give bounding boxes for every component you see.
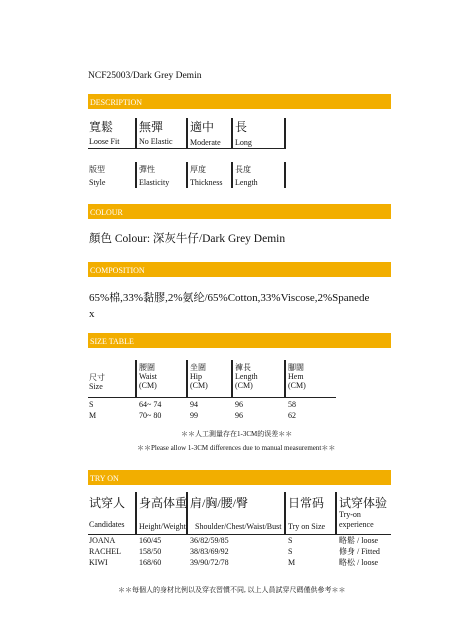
height-weight-header-en: Height/Weight: [139, 522, 186, 531]
size-header-zh: 尺寸: [89, 373, 105, 382]
thickness-label-zh: 厚度: [190, 165, 206, 174]
length-header: [235, 364, 258, 391]
height-weight-cell: 160/45: [139, 536, 162, 545]
composition-line-1: 65%棉,33%黏膠,2%氨纶/65%Cotton,33%Viscose,2%Spanede: [89, 292, 370, 304]
table-row: [89, 401, 93, 410]
size-header-en: Size: [89, 381, 103, 391]
hip-header-zh: 坐圍: [190, 363, 206, 372]
style-label-zh: 版型: [89, 165, 105, 174]
divider: [88, 534, 391, 535]
length-header-en: Length: [235, 371, 258, 381]
divider: [135, 360, 137, 397]
thickness-value-en: Moderate: [190, 138, 221, 147]
length-value-en: Long: [235, 138, 252, 147]
measurement-note-en: ＊＊Please allow 1-3CM differences due to manual measurement＊＊: [137, 444, 336, 452]
hem-header-zh: 腳闊: [288, 363, 304, 372]
product-code: NCF25003/Dark Grey Demin: [88, 71, 202, 81]
section-bar-size-table: [88, 333, 391, 348]
divider: [284, 118, 286, 149]
waist-cell: 64~ 74: [139, 400, 162, 409]
divider: [231, 162, 233, 188]
divider: [231, 118, 233, 149]
thickness-value-zh: 適中: [190, 120, 215, 134]
measurements-cell: 38/83/69/92: [190, 547, 229, 556]
experience-cell: 略松 / loose: [339, 558, 379, 567]
section-title-colour: COLOUR: [90, 208, 123, 217]
section-bar-composition: [88, 262, 391, 277]
waist-header-zh: 腰圍: [139, 363, 155, 372]
colour-text: 顏色 Colour: 深灰牛仔/Dark Grey Demin: [89, 233, 286, 245]
try-size-header-zh: 日常码: [288, 496, 325, 510]
divider: [135, 162, 137, 188]
waist-header-unit: (CM): [139, 380, 157, 390]
hip-header-unit: (CM): [190, 380, 208, 390]
composition-line-2: x: [89, 308, 95, 320]
size-header: [89, 374, 105, 392]
experience-cell: 略鬆 / loose: [339, 536, 379, 545]
divider: [186, 118, 188, 149]
measurements-cell: 39/90/72/78: [190, 558, 229, 567]
hip-header: [190, 364, 208, 391]
size-cell: M: [89, 411, 97, 420]
style-label-en: Style: [89, 178, 106, 187]
try-size-cell: M: [288, 558, 296, 567]
section-bar-colour: [88, 204, 391, 219]
thickness-label-en: Thickness: [190, 178, 223, 187]
length-label-zh: 長度: [235, 165, 251, 174]
hip-cell: 99: [190, 411, 198, 420]
length-cell: 96: [235, 400, 243, 409]
hem-header-en: Hem: [288, 371, 304, 381]
elasticity-label-zh: 彈性: [139, 165, 155, 174]
measurements-header-en: Shoulder/Chest/Waist/Bust: [195, 522, 282, 531]
elasticity-value-zh: 無彈: [139, 120, 164, 134]
try-size-cell: S: [288, 547, 293, 556]
height-weight-header-zh: 身高体重: [139, 496, 188, 510]
divider: [284, 360, 286, 397]
section-bar-try-on: [88, 470, 391, 485]
fit-value-en: Loose Fit: [89, 137, 120, 146]
size-cell: S: [89, 400, 94, 409]
waist-header: [139, 364, 157, 391]
candidate-cell: JOANA: [89, 536, 116, 545]
hem-header: [288, 364, 306, 391]
experience-header-en-1: Try-on: [339, 510, 361, 519]
fit-value-zh: 寬鬆: [89, 120, 114, 134]
try-size-header-en: Try on Size: [288, 522, 326, 531]
measurements-cell: 36/82/59/85: [190, 536, 229, 545]
section-title-size-table: SIZE TABLE: [90, 337, 134, 346]
section-title-composition: COMPOSITION: [90, 266, 145, 275]
section-title-description: DESCRIPTION: [90, 98, 143, 107]
candidate-cell: RACHEL: [89, 547, 121, 556]
hem-header-unit: (CM): [288, 380, 306, 390]
measurements-header-zh: 肩/胸/腰/臀: [190, 496, 249, 510]
experience-header-zh: 试穿体验: [339, 496, 388, 510]
candidate-cell: KIWI: [89, 558, 108, 567]
candidates-header-en: Candidates: [89, 520, 125, 529]
length-label-en: Length: [235, 178, 258, 187]
waist-cell: 70~ 80: [139, 411, 162, 420]
divider: [135, 492, 137, 534]
experience-cell: 修身 / Fitted: [339, 547, 380, 556]
divider: [186, 360, 188, 397]
waist-header-en: Waist: [139, 371, 158, 381]
elasticity-label-en: Elasticity: [139, 178, 170, 187]
try-on-footnote: ＊＊每個人的身材比例以及穿衣習慣不同, 以上人員試穿尺碼僅供參考＊＊: [118, 586, 346, 594]
divider: [284, 492, 286, 534]
section-bar-description: [88, 94, 391, 109]
height-weight-cell: 168/60: [139, 558, 162, 567]
divider: [335, 492, 337, 534]
height-weight-cell: 158/50: [139, 547, 162, 556]
divider: [88, 397, 336, 398]
hem-cell: 58: [288, 400, 296, 409]
length-header-zh: 褲長: [235, 363, 251, 372]
section-title-try-on: TRY ON: [90, 474, 119, 483]
try-size-cell: S: [288, 536, 293, 545]
experience-header-en-2: experience: [339, 520, 374, 529]
length-cell: 96: [235, 411, 243, 420]
table-row: [89, 412, 96, 421]
elasticity-value-en: No Elastic: [139, 137, 173, 146]
hip-cell: 94: [190, 400, 198, 409]
hip-header-en: Hip: [190, 371, 202, 381]
length-value-zh: 長: [235, 120, 248, 134]
measurement-note-zh: ＊＊人工測量存在1-3CM的误差＊＊: [181, 430, 293, 438]
candidates-header-zh: 试穿人: [89, 496, 126, 510]
divider: [231, 360, 233, 397]
divider: [135, 118, 137, 149]
divider: [186, 162, 188, 188]
divider: [284, 162, 286, 188]
length-header-unit: (CM): [235, 380, 253, 390]
hem-cell: 62: [288, 411, 296, 420]
